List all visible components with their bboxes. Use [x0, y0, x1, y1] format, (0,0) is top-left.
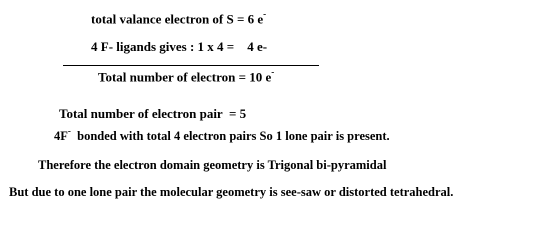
valence-electron-line — [91, 11, 266, 25]
electron-domain-geometry-text: Therefore the electron domain geometry is Trigonal bi-pyramidal — [38, 158, 387, 172]
total-electron-line — [98, 69, 274, 83]
total-electron-charge: - — [271, 67, 275, 77]
molecular-geometry-text: But due to one lone pair the molecular geometry is see-saw or distorted tetrahedral. — [9, 185, 454, 199]
ligand-electron-text: 4 F- ligands gives : 1 x 4 = 4 e- — [91, 39, 268, 54]
total-pair-text: Total number of electron pair = 5 — [59, 106, 247, 121]
total-pair-line — [59, 107, 246, 120]
bonded-pair-line — [54, 128, 390, 143]
bonded-pair-text: bonded with total 4 electron pairs So 1 lone pair is present. — [70, 129, 390, 144]
bonded-pair-prefix: 4F — [54, 129, 68, 144]
electron-domain-geometry — [38, 159, 386, 172]
ligand-electron-line — [91, 40, 267, 53]
sum-divider — [63, 65, 319, 66]
valence-electron-charge: - — [263, 9, 267, 19]
valence-electron-text: total valance electron of S = 6 e — [91, 11, 264, 27]
molecular-geometry — [9, 186, 453, 199]
total-electron-text: Total number of electron = 10 e — [98, 69, 272, 85]
bonded-pair-charge: - — [67, 126, 71, 136]
